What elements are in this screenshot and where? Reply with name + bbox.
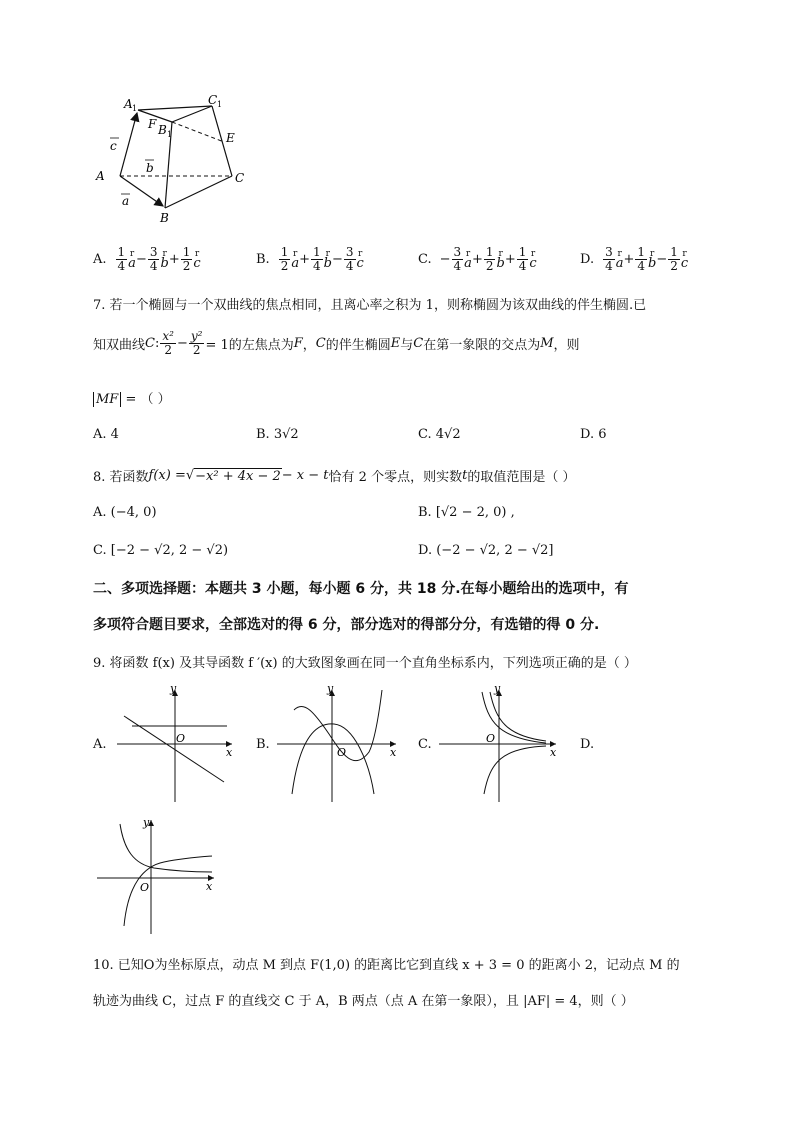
q9-option-b-label: B. [256,737,270,752]
q6-option-letter: D. [580,252,595,268]
q6-term-fraction: $\frac{3}{4}$ [605,245,613,274]
q6-option-letter: A. [93,252,107,268]
vector-c [120,113,137,176]
q6-option-b [256,246,364,273]
q7-line2 [93,330,580,357]
q6-term-fraction: $\frac{1}{4}$ [117,245,126,274]
q6-term-vector: r a [291,248,300,271]
q8-tail: 恰有 2 个零点，则实数 [328,470,463,485]
section2-line1: 二、多项选择题：本题共 3 小题，每小题 6 分，共 18 分.在每小题给出的选项中，有 [93,581,629,597]
q8-sqrt-sign: √ [185,468,195,483]
label-a1-sub: 1 [132,104,138,113]
q7-mid3: 与 [400,338,414,354]
q6-term-sign: − [656,252,668,268]
q7-option-d: D. 6 [580,427,607,442]
q6-option-letter: B. [256,252,270,268]
q7-colon: : [154,336,160,352]
q6-term-fraction: $\frac{1}{2}$ [485,245,494,274]
svg-text:O: O [140,881,150,894]
label-b1-sub: 1 [167,130,173,139]
q6-term-vector: r c [529,248,537,271]
q7-minus: − [176,336,188,352]
svg-text:x: x [226,746,233,759]
q7-frac-y: $\frac{\text{y²}}{2}$ [190,329,203,358]
q8-option-a: A. (−4, 0) [93,505,157,520]
graph-d-log [124,856,212,926]
q10-line2: 轨迹为曲线 C，过点 F 的直线交 C 于 A，B 两点（点 A 在第一象限），且 |AF| = 4，则（ ） [93,994,634,1009]
q6-term-sign: + [471,252,483,268]
q7-mid: ， [302,338,316,354]
q7-paren: = （ ） [125,392,171,407]
q6-option-a [93,246,201,273]
q6-term-vector: r b [648,248,657,271]
edge-a1-c1 [138,106,212,110]
q6-term-fraction: $\frac{3}{4}$ [345,245,354,274]
graph-d-decreasing [120,824,212,872]
q6-term-sign: − [331,252,343,268]
q8-pre: 8. 若函数 [93,470,149,485]
q6-term-sign: − [135,252,147,268]
svg-text:O: O [337,746,347,759]
q6-term-vector: r c [356,248,364,271]
q6-term-fraction: $\frac{1}{4}$ [518,245,527,274]
edge-b-c [165,176,232,208]
q6-option-letter: C. [418,252,432,268]
q9-graph-c [436,682,566,804]
q6-term-fraction: $\frac{1}{4}$ [637,245,646,274]
q7-tail: 在第一象限的交点为 [423,338,541,354]
q6-term-fraction: $\frac{1}{4}$ [313,245,321,274]
svg-text:y: y [327,682,334,695]
q7-line1: 7. 若一个椭圆与一个双曲线的焦点相同，且离心率之积为 1，则称椭圆为该双曲线的伴生椭圆.已 [93,298,647,313]
q7-abs-mf: MF [93,392,121,407]
label-c1-sub: 1 [217,100,223,109]
edge-b1-e-dashed [172,122,224,142]
q7-c3: C [413,336,424,352]
q6-term-vector: r a [615,248,624,271]
q7-m: M [540,336,554,352]
q7-option-c: C. 4√2 [418,427,461,442]
q9-graph-b [274,682,404,804]
svg-text:y: y [143,816,150,829]
q8-tail2: 的取值范围是（ ） [467,470,576,485]
q9-text: 9. 将函数 f(x) 及其导函数 f ′(x) 的大致图象画在同一个直角坐标系内，下列选项正确的是（ ） [93,656,637,671]
q9-option-a-label: A. [93,737,107,752]
q8-fx: f(x) = [148,468,186,483]
q6-term-fraction: $\frac{1}{2}$ [280,245,289,274]
svg-text:y: y [170,682,177,695]
graph-c-upper2 [490,692,546,741]
q6-term-sign: + [623,252,635,268]
q7-c2: C [315,336,326,352]
q6-option-c [418,246,537,273]
svg-text:y: y [494,682,501,695]
q8-option-c: C. [−2 − √2, 2 − √2) [93,543,229,558]
q9-option-c-label: C. [418,737,432,752]
section2-line2: 多项符合题目要求，全部选对的得 6 分，部分选对的得部分分，有选错的得 0 分. [93,617,600,633]
q7-c: C [145,336,155,352]
label-c1: C [208,93,218,107]
q6-term-vector: r a [464,248,472,271]
q7-eq: = 1的左焦点为 [205,338,294,354]
q7-option-b: B. 3√2 [256,427,299,442]
q9-graph-a [112,682,242,804]
label-b: B [160,211,169,225]
q7-line3 [93,388,171,407]
q6-term-sign: + [168,252,180,268]
svg-text:x: x [206,880,213,893]
q7-option-a: A. 4 [93,427,119,442]
q6-option-d [580,246,688,273]
q9-graph-d [94,814,224,936]
label-e: E [226,131,235,145]
svg-text:O: O [176,732,186,745]
q6-term-vector: r c [680,248,689,271]
q8-post: − x − t [281,468,329,483]
label-vec-a: a [122,194,130,208]
graph-c-lower [484,746,546,794]
svg-text:x: x [390,746,397,759]
svg-text:O: O [486,732,496,745]
q6-term-fraction: $\frac{1}{2}$ [670,245,678,274]
q8-radicand: −x² + 4x − 2 [195,468,281,484]
q7-f: F [293,336,303,352]
q8-option-d: D. (−2 − √2, 2 − √2] [418,543,554,558]
q6-term-sign: − [439,252,451,268]
q9-option-d-label: D. [580,737,595,752]
q8-line [93,466,575,485]
label-f: F [148,117,157,131]
q7-frac-x: $\frac{\text{x²}}{2}$ [162,329,174,358]
q10-line1: 10. 已知O为坐标原点，动点 M 到点 F(1,0) 的距离比它到直线 x + 3 = 0 的距离小 2，记动点 M 的 [93,958,680,973]
label-c: C [235,171,245,185]
q6-term-fraction: $\frac{3}{4}$ [149,245,158,274]
q6-term-vector: r b [323,248,332,271]
label-b1: B [158,123,167,137]
q8-t: t [462,468,468,483]
q6-term-sign: + [504,252,516,268]
q6-term-vector: r b [160,248,169,271]
q7-pre: 知双曲线 [93,338,146,354]
q8-option-b: B. [√2 − 2, 0) , [418,505,515,520]
label-a1: A [124,97,133,111]
top-figure [90,92,260,227]
q6-term-vector: r c [193,248,201,271]
q7-end: ，则 [553,338,580,354]
q6-term-sign: + [299,252,310,268]
label-vec-c: c [110,139,117,153]
q6-term-vector: r b [496,248,505,271]
q7-e: E [390,336,401,352]
svg-text:x: x [550,746,557,759]
q6-term-fraction: $\frac{1}{2}$ [182,245,191,274]
q6-term-vector: r a [128,248,136,271]
q7-mid2: 的伴生椭圆 [325,338,391,354]
label-vec-b: b [146,161,154,175]
label-a: A [96,169,105,183]
q6-term-fraction: $\frac{3}{4}$ [453,245,462,274]
